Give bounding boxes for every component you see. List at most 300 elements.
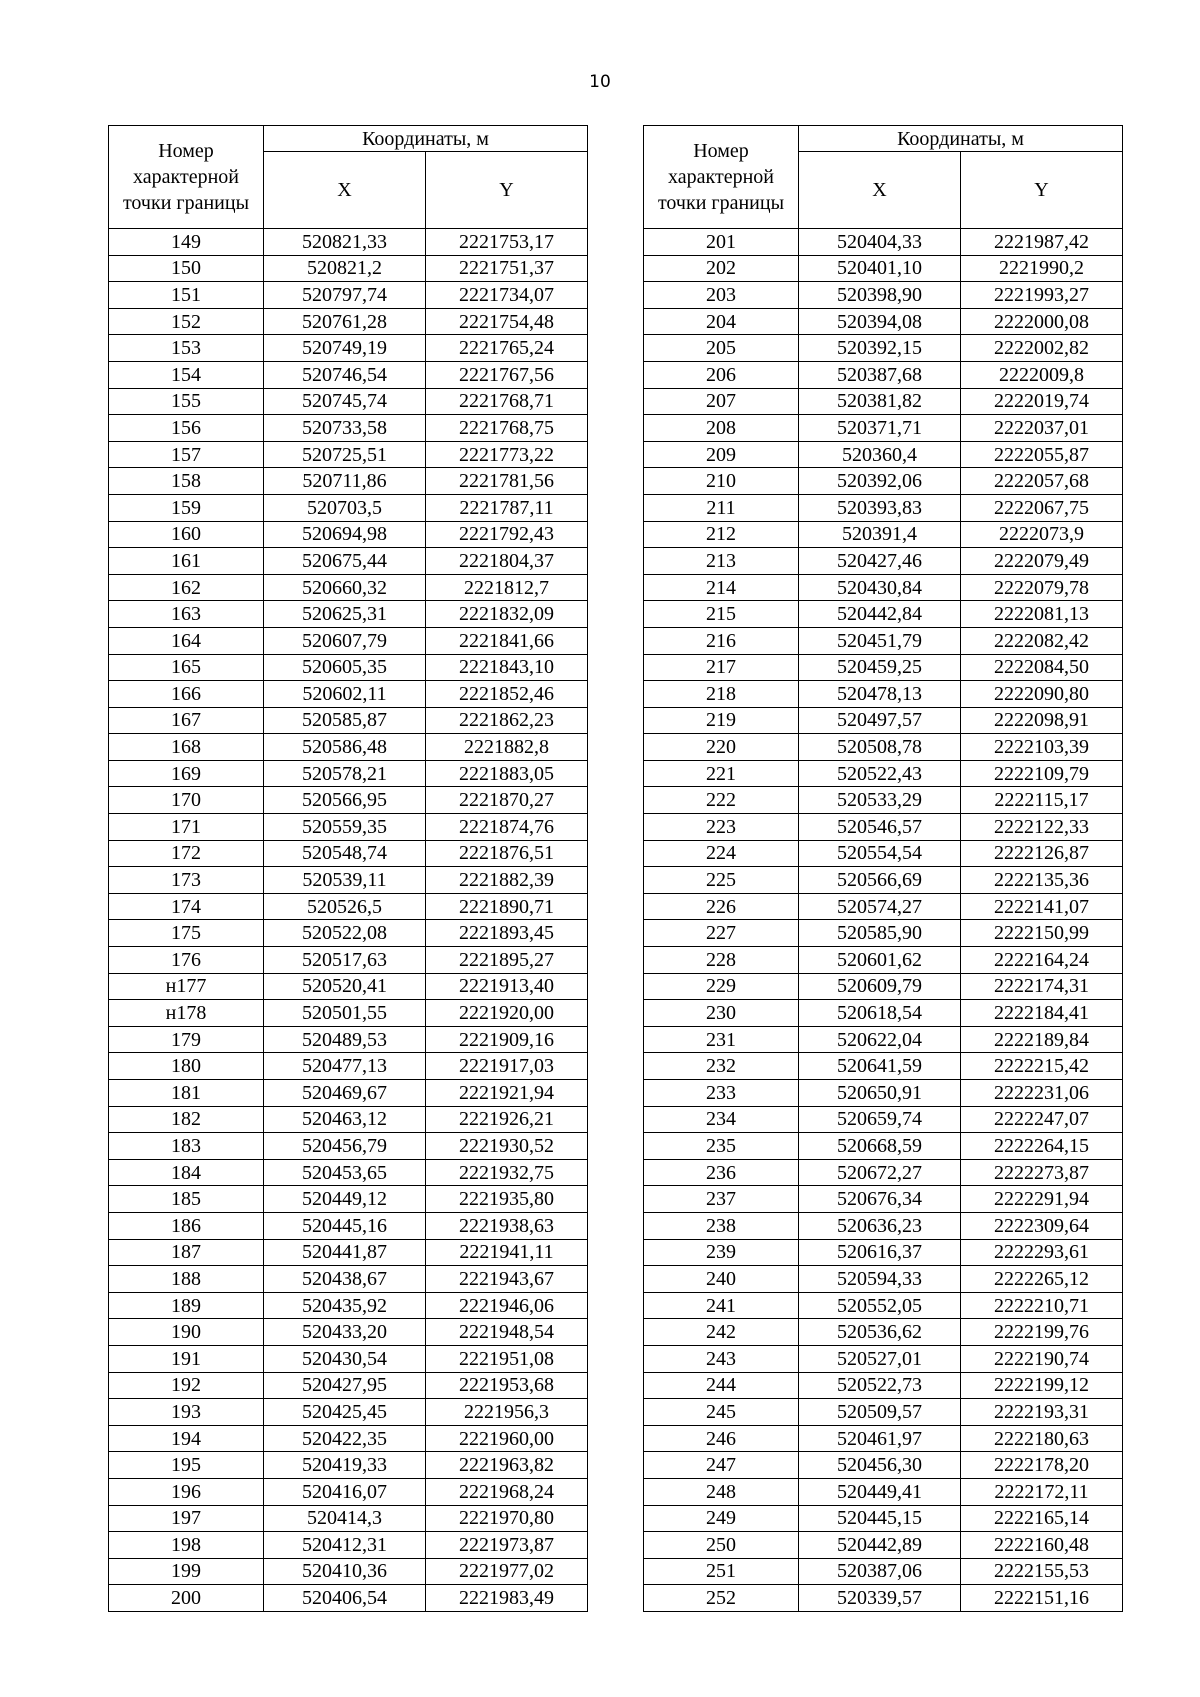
point-number-cell: 172 <box>109 840 264 867</box>
y-coordinate-cell: 2221843,10 <box>426 654 588 681</box>
point-number-cell: 232 <box>644 1053 799 1080</box>
x-coordinate-cell: 520438,67 <box>264 1266 426 1293</box>
y-coordinate-cell: 2221921,94 <box>426 1080 588 1107</box>
table-row <box>644 814 1123 841</box>
y-coordinate-cell: 2221946,06 <box>426 1292 588 1319</box>
point-number-cell: 235 <box>644 1133 799 1160</box>
x-coordinate-cell: 520660,32 <box>264 574 426 601</box>
x-coordinate-cell: 520559,35 <box>264 814 426 841</box>
x-coordinate-cell: 520694,98 <box>264 521 426 548</box>
y-coordinate-cell: 2222122,33 <box>961 814 1123 841</box>
table-row <box>644 1532 1123 1559</box>
y-coordinate-cell: 2221734,07 <box>426 282 588 309</box>
y-coordinate-cell: 2222264,15 <box>961 1133 1123 1160</box>
y-coordinate-cell: 2222109,79 <box>961 760 1123 787</box>
point-number-cell: 223 <box>644 814 799 841</box>
y-coordinate-cell: 2221841,66 <box>426 627 588 654</box>
x-coordinate-cell: 520387,68 <box>799 361 961 388</box>
table-row <box>644 920 1123 947</box>
y-coordinate-cell: 2222210,71 <box>961 1292 1123 1319</box>
table-body-right <box>644 229 1123 1612</box>
x-coordinate-cell: 520398,90 <box>799 282 961 309</box>
table-row <box>644 893 1123 920</box>
x-coordinate-cell: 520659,74 <box>799 1106 961 1133</box>
y-coordinate-cell: 2221773,22 <box>426 441 588 468</box>
x-coordinate-cell: 520435,92 <box>264 1292 426 1319</box>
x-coordinate-cell: 520416,07 <box>264 1478 426 1505</box>
x-coordinate-cell: 520451,79 <box>799 627 961 654</box>
point-number-cell: 233 <box>644 1080 799 1107</box>
y-coordinate-cell: 2221754,48 <box>426 308 588 335</box>
y-coordinate-cell: 2222178,20 <box>961 1452 1123 1479</box>
y-coordinate-cell: 2221953,68 <box>426 1372 588 1399</box>
point-number-cell: 190 <box>109 1319 264 1346</box>
x-coordinate-cell: 520676,34 <box>799 1186 961 1213</box>
y-coordinate-cell: 2222193,31 <box>961 1399 1123 1426</box>
table-row <box>644 1558 1123 1585</box>
y-header: Y <box>426 152 588 229</box>
point-number-cell: 163 <box>109 601 264 628</box>
x-coordinate-cell: 520394,08 <box>799 308 961 335</box>
point-number-cell: 169 <box>109 760 264 787</box>
x-coordinate-cell: 520406,54 <box>264 1585 426 1612</box>
x-coordinate-cell: 520745,74 <box>264 388 426 415</box>
table-row <box>644 335 1123 362</box>
point-number-cell: 215 <box>644 601 799 628</box>
y-coordinate-cell: 2221970,80 <box>426 1505 588 1532</box>
y-coordinate-cell: 2221963,82 <box>426 1452 588 1479</box>
point-number-cell: 161 <box>109 548 264 575</box>
x-coordinate-cell: 520733,58 <box>264 415 426 442</box>
table-row <box>109 1372 588 1399</box>
table-row <box>109 548 588 575</box>
y-coordinate-cell: 2222090,80 <box>961 681 1123 708</box>
table-row <box>644 494 1123 521</box>
table-row <box>109 415 588 442</box>
table-row <box>109 361 588 388</box>
table-row <box>109 893 588 920</box>
point-number-cell: 150 <box>109 255 264 282</box>
x-coordinate-cell: 520527,01 <box>799 1345 961 1372</box>
point-number-cell: 176 <box>109 947 264 974</box>
point-number-cell: 188 <box>109 1266 264 1293</box>
table-row <box>109 1505 588 1532</box>
y-coordinate-cell: 2222164,24 <box>961 947 1123 974</box>
point-number-cell: 250 <box>644 1532 799 1559</box>
table-row <box>109 867 588 894</box>
point-number-cell: 170 <box>109 787 264 814</box>
point-number-cell: 153 <box>109 335 264 362</box>
y-coordinate-cell: 2221751,37 <box>426 255 588 282</box>
y-coordinate-cell: 2221920,00 <box>426 1000 588 1027</box>
table-row <box>109 920 588 947</box>
point-number-cell: 171 <box>109 814 264 841</box>
table-body-left <box>109 229 588 1612</box>
point-number-cell: 216 <box>644 627 799 654</box>
x-coordinate-cell: 520703,5 <box>264 494 426 521</box>
x-coordinate-cell: 520430,54 <box>264 1345 426 1372</box>
point-number-cell: 214 <box>644 574 799 601</box>
table-row <box>109 308 588 335</box>
table-row <box>109 973 588 1000</box>
x-coordinate-cell: 520539,11 <box>264 867 426 894</box>
y-coordinate-cell: 2222291,94 <box>961 1186 1123 1213</box>
y-coordinate-cell: 2222184,41 <box>961 1000 1123 1027</box>
table-row <box>644 654 1123 681</box>
x-coordinate-cell: 520605,35 <box>264 654 426 681</box>
y-coordinate-cell: 2221977,02 <box>426 1558 588 1585</box>
table-row <box>109 255 588 282</box>
y-coordinate-cell: 2222160,48 <box>961 1532 1123 1559</box>
table-row <box>109 654 588 681</box>
y-coordinate-cell: 2222079,78 <box>961 574 1123 601</box>
table-row <box>644 229 1123 256</box>
y-coordinate-cell: 2221890,71 <box>426 893 588 920</box>
point-number-cell: 189 <box>109 1292 264 1319</box>
y-coordinate-cell: 2222189,84 <box>961 1026 1123 1053</box>
point-number-cell: 236 <box>644 1159 799 1186</box>
x-header: X <box>799 152 961 229</box>
y-header: Y <box>961 152 1123 229</box>
point-number-cell: 199 <box>109 1558 264 1585</box>
point-number-cell: 248 <box>644 1478 799 1505</box>
point-number-cell: 186 <box>109 1212 264 1239</box>
point-number-cell: 228 <box>644 947 799 974</box>
y-coordinate-cell: 2222199,76 <box>961 1319 1123 1346</box>
y-coordinate-cell: 2222135,36 <box>961 867 1123 894</box>
x-coordinate-cell: 520520,41 <box>264 973 426 1000</box>
y-coordinate-cell: 2222180,63 <box>961 1425 1123 1452</box>
point-number-cell: 191 <box>109 1345 264 1372</box>
point-number-cell: 152 <box>109 308 264 335</box>
table-row <box>109 1026 588 1053</box>
y-coordinate-cell: 2221882,8 <box>426 734 588 761</box>
y-coordinate-cell: 2222037,01 <box>961 415 1123 442</box>
table-row <box>109 707 588 734</box>
table-row <box>109 840 588 867</box>
x-coordinate-cell: 520578,21 <box>264 760 426 787</box>
x-coordinate-cell: 520392,15 <box>799 335 961 362</box>
table-row <box>109 601 588 628</box>
table-row <box>644 388 1123 415</box>
point-number-cell: 211 <box>644 494 799 521</box>
x-coordinate-cell: 520821,2 <box>264 255 426 282</box>
x-coordinate-cell: 520566,95 <box>264 787 426 814</box>
table-row <box>644 1478 1123 1505</box>
y-coordinate-cell: 2221812,7 <box>426 574 588 601</box>
point-number-cell: 237 <box>644 1186 799 1213</box>
y-coordinate-cell: 2221990,2 <box>961 255 1123 282</box>
x-coordinate-cell: 520401,10 <box>799 255 961 282</box>
point-number-cell: 239 <box>644 1239 799 1266</box>
y-coordinate-cell: 2221753,17 <box>426 229 588 256</box>
y-coordinate-cell: 2222000,08 <box>961 308 1123 335</box>
x-coordinate-cell: 520433,20 <box>264 1319 426 1346</box>
table-row <box>644 441 1123 468</box>
table-row <box>109 814 588 841</box>
table-row <box>644 521 1123 548</box>
point-number-cell: 246 <box>644 1425 799 1452</box>
point-number-cell: 174 <box>109 893 264 920</box>
point-number-cell: 185 <box>109 1186 264 1213</box>
x-coordinate-cell: 520412,31 <box>264 1532 426 1559</box>
y-coordinate-cell: 2222082,42 <box>961 627 1123 654</box>
y-coordinate-cell: 2222172,11 <box>961 1478 1123 1505</box>
y-coordinate-cell: 2221983,49 <box>426 1585 588 1612</box>
x-coordinate-cell: 520594,33 <box>799 1266 961 1293</box>
point-number-header: Номер характерной точки границы <box>644 126 799 229</box>
x-coordinate-cell: 520442,84 <box>799 601 961 628</box>
y-coordinate-cell: 2221893,45 <box>426 920 588 947</box>
point-number-cell: 218 <box>644 681 799 708</box>
point-number-cell: 252 <box>644 1585 799 1612</box>
x-coordinate-cell: 520425,45 <box>264 1399 426 1426</box>
x-coordinate-cell: 520497,57 <box>799 707 961 734</box>
point-number-cell: 181 <box>109 1080 264 1107</box>
table-row <box>109 494 588 521</box>
point-number-cell: 226 <box>644 893 799 920</box>
x-coordinate-cell: 520393,83 <box>799 494 961 521</box>
point-number-cell: 154 <box>109 361 264 388</box>
y-coordinate-cell: 2221804,37 <box>426 548 588 575</box>
table-row <box>109 681 588 708</box>
point-number-cell: 158 <box>109 468 264 495</box>
y-coordinate-cell: 2221926,21 <box>426 1106 588 1133</box>
point-number-cell: 238 <box>644 1212 799 1239</box>
x-coordinate-cell: 520339,57 <box>799 1585 961 1612</box>
y-coordinate-cell: 2222019,74 <box>961 388 1123 415</box>
x-coordinate-cell: 520501,55 <box>264 1000 426 1027</box>
point-number-cell: 195 <box>109 1452 264 1479</box>
point-number-cell: 202 <box>644 255 799 282</box>
point-number-cell: 249 <box>644 1505 799 1532</box>
y-coordinate-cell: 2221917,03 <box>426 1053 588 1080</box>
table-row <box>109 947 588 974</box>
x-coordinate-cell: 520371,71 <box>799 415 961 442</box>
point-number-cell: 159 <box>109 494 264 521</box>
table-row <box>644 468 1123 495</box>
y-coordinate-cell: 2222098,91 <box>961 707 1123 734</box>
y-coordinate-cell: 2222155,53 <box>961 1558 1123 1585</box>
x-coordinate-cell: 520441,87 <box>264 1239 426 1266</box>
y-coordinate-cell: 2222067,75 <box>961 494 1123 521</box>
table-row <box>109 1585 588 1612</box>
table-row <box>644 282 1123 309</box>
point-number-cell: 212 <box>644 521 799 548</box>
y-coordinate-cell: 2221960,00 <box>426 1425 588 1452</box>
y-coordinate-cell: 2222309,64 <box>961 1212 1123 1239</box>
x-coordinate-cell: 520618,54 <box>799 1000 961 1027</box>
point-number-cell: 247 <box>644 1452 799 1479</box>
x-coordinate-cell: 520548,74 <box>264 840 426 867</box>
table-row <box>644 1319 1123 1346</box>
table-row <box>644 1026 1123 1053</box>
y-coordinate-cell: 2222231,06 <box>961 1080 1123 1107</box>
y-coordinate-cell: 2221876,51 <box>426 840 588 867</box>
x-header: X <box>264 152 426 229</box>
point-number-cell: 184 <box>109 1159 264 1186</box>
x-coordinate-cell: 520622,04 <box>799 1026 961 1053</box>
y-coordinate-cell: 2222150,99 <box>961 920 1123 947</box>
x-coordinate-cell: 520410,36 <box>264 1558 426 1585</box>
x-coordinate-cell: 520546,57 <box>799 814 961 841</box>
y-coordinate-cell: 2221874,76 <box>426 814 588 841</box>
y-coordinate-cell: 2221968,24 <box>426 1478 588 1505</box>
table-row <box>644 1372 1123 1399</box>
x-coordinate-cell: 520456,79 <box>264 1133 426 1160</box>
table-row <box>109 1133 588 1160</box>
x-coordinate-cell: 520574,27 <box>799 893 961 920</box>
point-number-cell: 208 <box>644 415 799 442</box>
table-row <box>109 574 588 601</box>
y-coordinate-cell: 2222055,87 <box>961 441 1123 468</box>
page-number: 10 <box>589 72 611 92</box>
point-number-cell: 173 <box>109 867 264 894</box>
table-row <box>644 548 1123 575</box>
point-number-cell: 242 <box>644 1319 799 1346</box>
y-coordinate-cell: 2221883,05 <box>426 760 588 787</box>
point-number-cell: 207 <box>644 388 799 415</box>
point-number-cell: 182 <box>109 1106 264 1133</box>
x-coordinate-cell: 520533,29 <box>799 787 961 814</box>
table-row <box>644 1000 1123 1027</box>
point-number-cell: 175 <box>109 920 264 947</box>
x-coordinate-cell: 520554,54 <box>799 840 961 867</box>
table-row <box>109 1319 588 1346</box>
table-row <box>109 1186 588 1213</box>
x-coordinate-cell: 520585,87 <box>264 707 426 734</box>
point-number-cell: 227 <box>644 920 799 947</box>
y-coordinate-cell: 2222103,39 <box>961 734 1123 761</box>
point-number-cell: 234 <box>644 1106 799 1133</box>
x-coordinate-cell: 520391,4 <box>799 521 961 548</box>
table-row <box>644 787 1123 814</box>
point-number-cell: 217 <box>644 654 799 681</box>
x-coordinate-cell: 520427,95 <box>264 1372 426 1399</box>
table-row <box>644 1399 1123 1426</box>
point-number-cell: 165 <box>109 654 264 681</box>
y-coordinate-cell: 2222293,61 <box>961 1239 1123 1266</box>
point-number-cell: 229 <box>644 973 799 1000</box>
x-coordinate-cell: 520469,67 <box>264 1080 426 1107</box>
x-coordinate-cell: 520552,05 <box>799 1292 961 1319</box>
table-row <box>109 1159 588 1186</box>
point-number-cell: 168 <box>109 734 264 761</box>
table-row <box>644 255 1123 282</box>
point-number-cell: н178 <box>109 1000 264 1027</box>
y-coordinate-cell: 2222073,9 <box>961 521 1123 548</box>
point-number-cell: 225 <box>644 867 799 894</box>
x-coordinate-cell: 520536,62 <box>799 1319 961 1346</box>
y-coordinate-cell: 2221862,23 <box>426 707 588 734</box>
table-row <box>644 1159 1123 1186</box>
y-coordinate-cell: 2221973,87 <box>426 1532 588 1559</box>
y-coordinate-cell: 2222265,12 <box>961 1266 1123 1293</box>
x-coordinate-cell: 520566,69 <box>799 867 961 894</box>
table-row <box>644 947 1123 974</box>
point-number-cell: 244 <box>644 1372 799 1399</box>
x-coordinate-cell: 520641,59 <box>799 1053 961 1080</box>
y-coordinate-cell: 2221956,3 <box>426 1399 588 1426</box>
table-row <box>109 441 588 468</box>
point-number-cell: 206 <box>644 361 799 388</box>
point-number-cell: 187 <box>109 1239 264 1266</box>
point-number-cell: 251 <box>644 1558 799 1585</box>
coordinates-header: Координаты, м <box>264 126 588 152</box>
point-number-cell: 160 <box>109 521 264 548</box>
point-number-cell: 203 <box>644 282 799 309</box>
point-number-cell: 243 <box>644 1345 799 1372</box>
point-number-cell: 201 <box>644 229 799 256</box>
x-coordinate-cell: 520725,51 <box>264 441 426 468</box>
table-row <box>109 1558 588 1585</box>
table-row <box>109 1345 588 1372</box>
x-coordinate-cell: 520489,53 <box>264 1026 426 1053</box>
point-number-cell: 219 <box>644 707 799 734</box>
table-row <box>109 1106 588 1133</box>
table-row <box>109 1053 588 1080</box>
point-number-cell: 230 <box>644 1000 799 1027</box>
table-row <box>644 973 1123 1000</box>
y-coordinate-cell: 2222215,42 <box>961 1053 1123 1080</box>
point-number-cell: 157 <box>109 441 264 468</box>
table-row <box>644 1452 1123 1479</box>
x-coordinate-cell: 520419,33 <box>264 1452 426 1479</box>
x-coordinate-cell: 520672,27 <box>799 1159 961 1186</box>
y-coordinate-cell: 2221767,56 <box>426 361 588 388</box>
point-number-cell: 231 <box>644 1026 799 1053</box>
y-coordinate-cell: 2222057,68 <box>961 468 1123 495</box>
x-coordinate-cell: 520601,62 <box>799 947 961 974</box>
x-coordinate-cell: 520392,06 <box>799 468 961 495</box>
y-coordinate-cell: 2221993,27 <box>961 282 1123 309</box>
y-coordinate-cell: 2222174,31 <box>961 973 1123 1000</box>
table-row <box>109 1212 588 1239</box>
y-coordinate-cell: 2222247,07 <box>961 1106 1123 1133</box>
x-coordinate-cell: 520761,28 <box>264 308 426 335</box>
y-coordinate-cell: 2221792,43 <box>426 521 588 548</box>
y-coordinate-cell: 2222199,12 <box>961 1372 1123 1399</box>
y-coordinate-cell: 2221932,75 <box>426 1159 588 1186</box>
point-number-cell: 180 <box>109 1053 264 1080</box>
y-coordinate-cell: 2222081,13 <box>961 601 1123 628</box>
point-number-cell: 209 <box>644 441 799 468</box>
x-coordinate-cell: 520609,79 <box>799 973 961 1000</box>
y-coordinate-cell: 2222190,74 <box>961 1345 1123 1372</box>
table-row <box>644 1212 1123 1239</box>
y-coordinate-cell: 2221948,54 <box>426 1319 588 1346</box>
y-coordinate-cell: 2221768,71 <box>426 388 588 415</box>
x-coordinate-cell: 520463,12 <box>264 1106 426 1133</box>
x-coordinate-cell: 520668,59 <box>799 1133 961 1160</box>
x-coordinate-cell: 520586,48 <box>264 734 426 761</box>
x-coordinate-cell: 520360,4 <box>799 441 961 468</box>
x-coordinate-cell: 520526,5 <box>264 893 426 920</box>
table-row <box>644 1292 1123 1319</box>
table-row <box>109 335 588 362</box>
x-coordinate-cell: 520509,57 <box>799 1399 961 1426</box>
x-coordinate-cell: 520749,19 <box>264 335 426 362</box>
table-row <box>644 707 1123 734</box>
y-coordinate-cell: 2221935,80 <box>426 1186 588 1213</box>
x-coordinate-cell: 520746,54 <box>264 361 426 388</box>
table-row <box>644 1266 1123 1293</box>
point-number-cell: 167 <box>109 707 264 734</box>
coordinates-table-right <box>643 125 1123 1612</box>
x-coordinate-cell: 520821,33 <box>264 229 426 256</box>
table-row <box>644 1239 1123 1266</box>
table-row <box>644 734 1123 761</box>
